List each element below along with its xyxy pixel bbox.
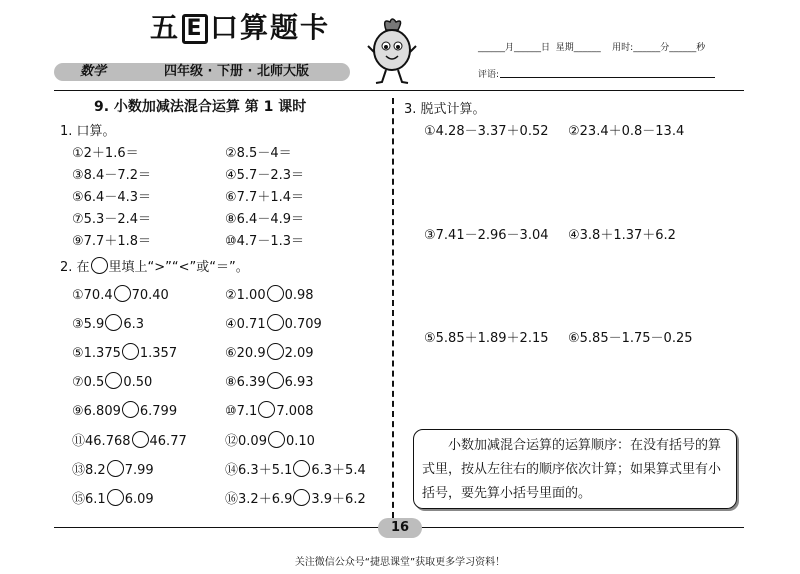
subject-label: 数学 xyxy=(80,64,107,79)
oral-item: ⑤6.4－4.3＝ xyxy=(72,190,152,205)
answer-circle[interactable] xyxy=(267,343,284,360)
brand-suffix: 口算题卡 xyxy=(210,11,331,44)
answer-circle[interactable] xyxy=(293,489,310,506)
comment-label: 评语: xyxy=(478,70,500,80)
grade-bar xyxy=(54,63,350,81)
oral-item: ⑦5.3－2.4＝ xyxy=(72,212,152,227)
answer-circle[interactable] xyxy=(268,431,285,448)
oral-item: ⑧6.4－4.9＝ xyxy=(225,212,305,227)
grade-info: 四年级 · 下册 · 北师大版 xyxy=(164,64,309,79)
oral-item: ⑨7.7＋1.8＝ xyxy=(72,234,152,249)
page-number: 16 xyxy=(378,518,422,538)
calc-item: ⑤5.85＋1.89＋2.15 xyxy=(424,331,549,346)
oral-item: ⑥7.7＋1.4＝ xyxy=(225,190,305,205)
calc-item: ③7.41－2.96－3.04 xyxy=(424,228,549,243)
answer-circle[interactable] xyxy=(105,314,122,331)
oral-item: ②8.5－4＝ xyxy=(225,146,292,161)
oral-item: ⑩4.7－1.3＝ xyxy=(225,234,305,249)
section1-heading: 1. 口算。 xyxy=(60,124,116,139)
compare-item: ④0.71 0.709 xyxy=(225,314,322,332)
calc-item: ①4.28－3.37＋0.52 xyxy=(424,124,549,139)
compare-item: ⑪46.768 46.77 xyxy=(72,430,187,449)
answer-circle[interactable] xyxy=(267,314,284,331)
compare-item: ⑨6.809 6.799 xyxy=(72,401,177,419)
answer-circle[interactable] xyxy=(132,431,149,448)
answer-circle[interactable] xyxy=(258,401,275,418)
column-divider xyxy=(392,98,394,518)
compare-item: ⑧6.39 6.93 xyxy=(225,372,314,390)
compare-item: ⑥20.9 2.09 xyxy=(225,343,314,361)
footer-notice: 关注微信公众号“捷思课堂”获取更多学习资料！ xyxy=(294,557,506,568)
section3-heading: 3. 脱式计算。 xyxy=(404,102,486,117)
compare-item: ⑩7.1 7.008 xyxy=(225,401,314,419)
calc-item: ④3.8＋1.37＋6.2 xyxy=(568,228,676,243)
section2-heading-post: 里填上“>”“<”或“＝”。 xyxy=(108,260,249,275)
comment-line xyxy=(500,77,715,78)
tip-box: 小数加减混合运算的运算顺序：在没有括号的算式里，按从左往右的顺序依次计算；如果算式里有小括号，要先算小括号里面的。 xyxy=(413,429,737,509)
header-rule xyxy=(54,90,744,91)
oral-item: ④5.7－2.3＝ xyxy=(225,168,305,183)
brand-prefix: 五 xyxy=(150,11,181,44)
compare-item: ⑯3.2＋6.9 3.9＋6.2 xyxy=(225,488,366,507)
compare-item: ⑦0.5 0.50 xyxy=(72,372,152,390)
lesson-title: 9. 小数加减法混合运算 第 1 课时 xyxy=(94,99,307,115)
compare-item: ①70.4 70.40 xyxy=(72,285,169,303)
oral-item: ③8.4－7.2＝ xyxy=(72,168,152,183)
blank-circle-icon xyxy=(91,257,108,274)
compare-item: ⑤1.375 1.357 xyxy=(72,343,177,361)
brand-title xyxy=(150,6,330,46)
answer-circle[interactable] xyxy=(267,372,284,389)
answer-circle[interactable] xyxy=(122,343,139,360)
oral-item: ①2＋1.6＝ xyxy=(72,146,139,161)
date-line: ______月______日 星期______ 用时:______分______秒 xyxy=(478,43,706,53)
compare-item: ②1.00 0.98 xyxy=(225,285,314,303)
mascot-illustration xyxy=(364,16,418,86)
answer-circle[interactable] xyxy=(107,460,124,477)
compare-item: ⑮6.1 6.09 xyxy=(72,488,154,507)
compare-item: ⑭6.3＋5.1 6.3＋5.4 xyxy=(225,459,366,478)
compare-item: ③5.9 6.3 xyxy=(72,314,144,332)
answer-circle[interactable] xyxy=(105,372,122,389)
calc-item: ⑥5.85－1.75－0.25 xyxy=(568,331,693,346)
answer-circle[interactable] xyxy=(114,285,131,302)
section2-heading-pre: 2. 在 xyxy=(60,260,90,275)
answer-circle[interactable] xyxy=(293,460,310,477)
answer-circle[interactable] xyxy=(122,401,139,418)
answer-circle[interactable] xyxy=(107,489,124,506)
answer-circle[interactable] xyxy=(267,285,284,302)
brand-letter: E xyxy=(182,14,208,44)
section2-heading xyxy=(60,256,249,275)
compare-item: ⑫0.09 0.10 xyxy=(225,430,315,449)
calc-item: ②23.4＋0.8－13.4 xyxy=(568,124,685,139)
compare-item: ⑬8.2 7.99 xyxy=(72,459,154,478)
